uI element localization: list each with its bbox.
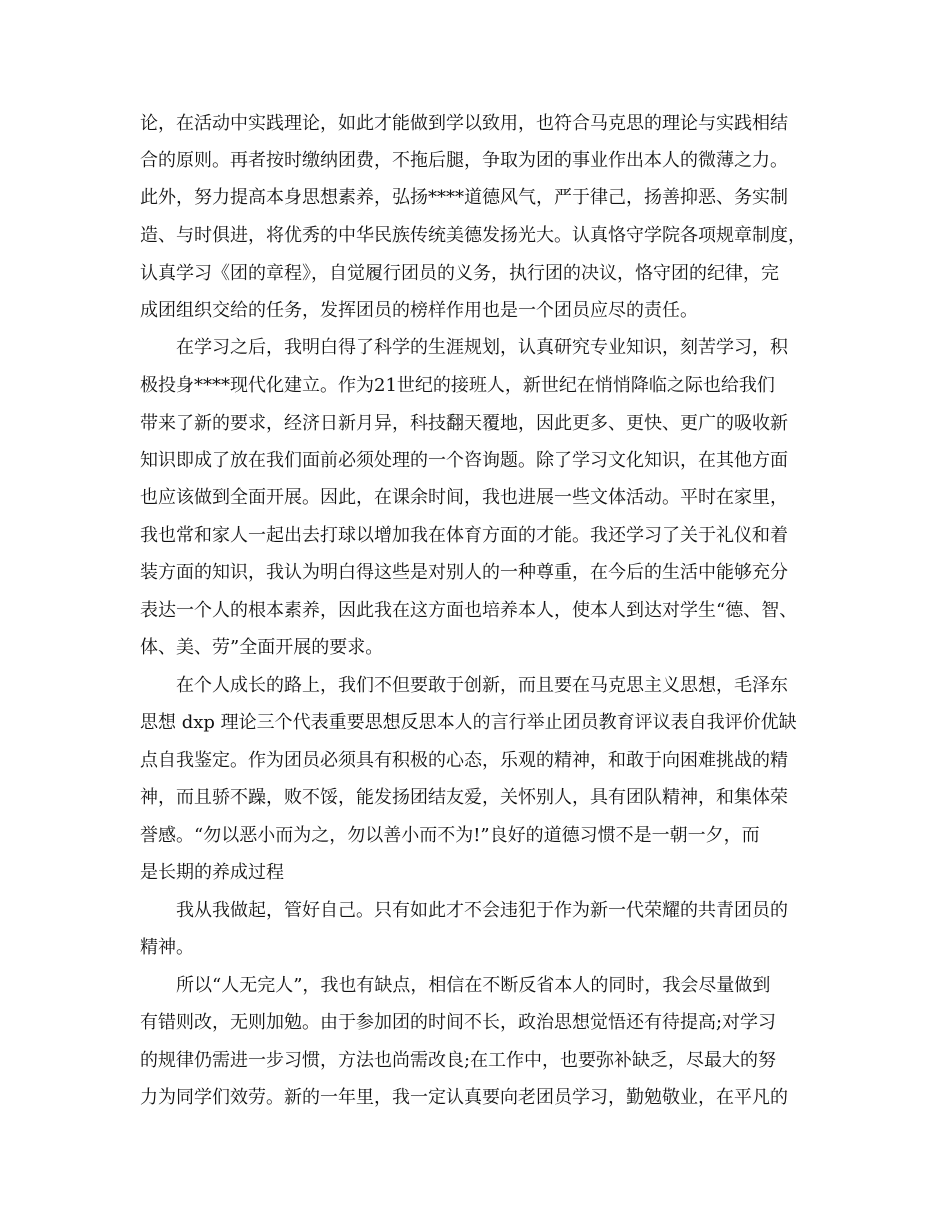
text-line: 表达一个人的根本素养，因此我在这方面也培养本人，使本人到达对学生“德、智、	[140, 600, 798, 621]
text-line: 成团组织交给的任务，发挥团员的榜样作用也是一个团员应尽的责任。	[140, 300, 698, 321]
text-line: 此外，努力提高本身思想素养，弘扬****道德风气，严于律己，扬善抑恶、务实制	[140, 187, 788, 208]
text-line: 造、与时俱进，将优秀的中华民族传统美德发扬光大。认真恪守学院各项规章制度，	[140, 225, 806, 246]
text-line: 也应该做到全面开展。因此，在课余时间，我也进展一些文体活动。平时在家里，	[140, 487, 788, 508]
text-line: 装方面的知识，我认为明白得这些是对别人的一种尊重，在今后的生活中能够充分	[140, 562, 788, 583]
paragraph-first-line: 在个人成长的路上，我们不但要敢于创新，而且要在马克思主义思想，毛泽东	[176, 675, 788, 696]
text-line: 神，而且骄不躁，败不馁，能发扬团结友爱，关怀别人，具有团队精神，和集体荣	[140, 787, 788, 808]
text-line: 是长期的养成过程	[140, 862, 284, 883]
paragraph-first-line: 所以“人无完人”，我也有缺点，相信在不断反省本人的同时，我会尽量做到	[176, 975, 771, 996]
text-line: 思想 dxp 理论三个代表重要思想反思本人的言行举止团员教育评议表自我评价优缺	[140, 712, 797, 733]
text-line: 认真学习《团的章程》，自觉履行团员的义务，执行团的决议，恪守团的纪律，完	[140, 263, 779, 284]
text-line: 论，在活动中实践理论，如此才能做到学以致用，也符合马克思的理论与实践相结	[140, 113, 788, 134]
text-line: 力为同学们效劳。新的一年里，我一定认真要向老团员学习，勤勉敬业，在平凡的	[140, 1087, 788, 1108]
text-line: 我也常和家人一起出去打球以增加我在体育方面的才能。我还学习了关于礼仪和着	[140, 525, 788, 546]
text-line: 誉感。“勿以恶小而为之，勿以善小而不为!”良好的道德习惯不是一朝一夕，而	[140, 825, 760, 846]
text-line: 带来了新的要求，经济日新月异，科技翻天覆地，因此更多、更快、更广的吸收新	[140, 413, 788, 434]
text-line: 合的原则。再者按时缴纳团费，不拖后腿，争取为团的事业作出本人的微薄之力。	[140, 150, 788, 171]
paragraph-first-line: 在学习之后，我明白得了科学的生涯规划，认真研究专业知识，刻苦学习，积	[176, 337, 788, 358]
text-line: 极投身****现代化建立。作为21世纪的接班人，新世纪在悄悄降临之际也给我们	[140, 375, 775, 396]
text-line: 体、美、劳”全面开展的要求。	[140, 637, 384, 658]
text-line: 知识即成了放在我们面前必须处理的一个咨询题。除了学习文化知识，在其他方面	[140, 450, 788, 471]
text-line: 精神。	[140, 937, 194, 958]
text-line: 有错则改，无则加勉。由于参加团的时间不长，政治思想觉悟还有待提高;对学习	[140, 1012, 777, 1033]
text-line: 点自我鉴定。作为团员必须具有积极的心态，乐观的精神，和敢于向困难挑战的精	[140, 750, 788, 771]
text-line: 的规律仍需进一步习惯，方法也尚需改良;在工作中，也要弥补缺乏，尽最大的努	[140, 1050, 777, 1071]
paragraph-first-line: 我从我做起，管好自己。只有如此才不会违犯于作为新一代荣耀的共青团员的	[176, 900, 788, 921]
